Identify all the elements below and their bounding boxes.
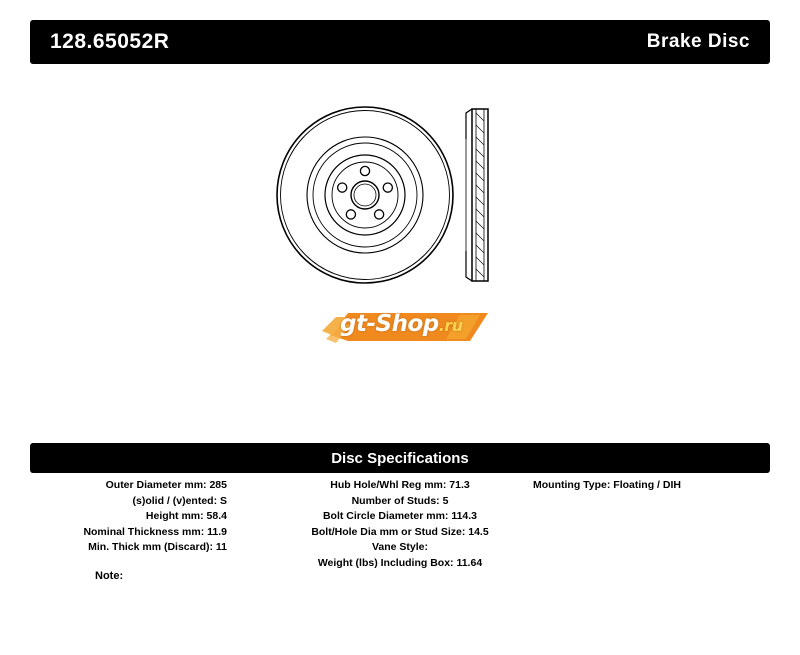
spec-item: Outer Diameter mm: 285 [105,479,227,491]
watermark-text [340,311,463,337]
brake-disc-face-view [277,107,453,283]
spec-column-right [525,476,770,596]
spec-column-middle [275,476,525,596]
spec-table [30,476,770,596]
spec-item: Bolt Circle Diameter mm: 114.3 [322,510,478,522]
page-title: Brake Disc [646,31,750,52]
product-drawing [260,95,550,295]
spec-item: Weight (lbs) Including Box: 11.64 [317,556,483,569]
note-label: Note: [95,570,124,582]
spec-section-bar [30,443,770,473]
spec-item: Vane Style: [371,541,429,553]
part-number: 128.65052R [50,30,170,53]
spec-section-title: Disc Specifications [331,449,469,467]
spec-item: Bolt/Hole Dia mm or Stud Size: 14.5 [311,525,489,538]
spec-item: Mounting Type: Floating / DIH [533,479,681,491]
spec-column-left [30,476,275,596]
spec-item: Nominal Thickness mm: 11.9 [83,525,227,538]
watermark [320,305,500,349]
watermark-label: gt-Shop [340,311,439,337]
header-bar [30,20,770,64]
brake-disc-edge-view [466,109,488,281]
spec-item: Number of Studs: 5 [351,494,449,507]
watermark-suffix: .ru [438,316,463,335]
spec-item: Min. Thick mm (Discard): 11 [88,541,227,553]
spec-item: Hub Hole/Whl Reg mm: 71.3 [330,479,470,491]
spec-item: Height mm: 58.4 [145,510,227,522]
spec-item: (s)olid / (v)ented: S [132,494,227,507]
